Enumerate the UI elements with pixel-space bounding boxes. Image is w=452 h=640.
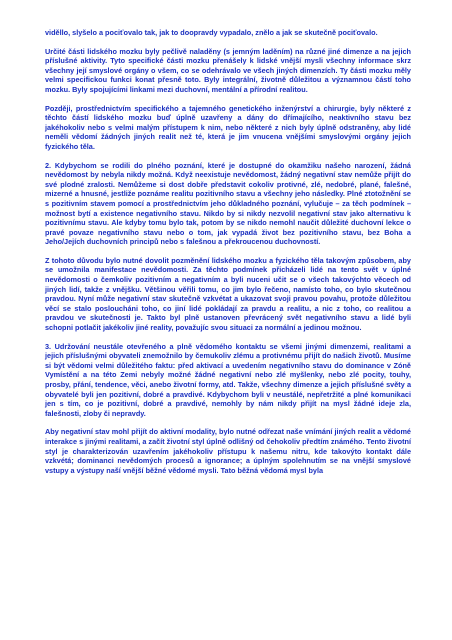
document-body bbox=[45, 28, 411, 484]
paragraph-1: viděllo, slyšelo a pociťovalo tak, jak to doopravdy vypadalo, znělo a jak se skutečně pociťovalo. bbox=[45, 28, 378, 37]
paragraph-3: Později, prostřednictvím specifického a tajemného genetického inženýrství a chirurgie, byly některé z těchto částí lidského mozku buď úplně uzavřeny a dány do dřímajícího, neaktivního stavu bez jakéhokoliv nebo s velmi malým přístupem k nim, nebo některé z nich byly úplně odstraněny, aby lidé neměli vědomí žádných jiných realit než té, která je jim vnucena vnějšími smyslovými orgány jejich fyzického těla. bbox=[45, 103, 411, 151]
paragraph-4: 2. Kdybychom se rodili do plného poznání, které je dostupné do okamžiku našeho narození, žádná nevědomost by nebyla nikdy možná. Když neexistuje nevědomost, žádný negativní stav nemůže přijít do své plodné zralosti. Nemůžeme si dost dobře představit cokoliv protivné, zlé, nedobré, plané, falešné, mizerné a hnusné, jestliže poznáme realitu pozitivního stavu a všechny jeho následky. Plné ztotožnění se s pozitivním stavem pomocí a prostřednictvím jeho důkladného poznání, vylučuje – za těch podmínek – možnost bytí a existence negativního stavu. Nikdo by si nikdy nezvolil negativní stav jako alternativu k pozitivnímu stavu. Ale kdyby tomu bylo tak, potom by se nikdo nemohl naučit důležité duchovní lekce o pravé povaze negativního stavu nebo o tom, jak vypadá život bez pozitivního stavu, bez Boha a Jeho/Jejích duchovních principů nebo s falešnou a překroucenou duchovností. bbox=[45, 160, 411, 247]
paragraph-5: Z tohoto důvodu bylo nutné dovolit pozměnění lidského mozku a fyzického těla takovým způsobem, aby se umožnila manifestace nevědomosti. Za těchto podmínek přicházeli lidé na tento svět v úplné nevědomosti o čemkoliv pozitivním a negativním a byli nuceni učit se o všech takovýchto věcech od jiných lidí, takže z vnějšku. Většinou věřili tomu, co jim bylo řečeno, namísto toho, co bylo skutečnou pravdou. Nyní může negativní stav skutečně vzkvétat a ukazovat svoji pravou povahu, protože důležitou věcí se stalo posloucháni toho, co jiní lidé pokládají za pravdu a realitu, a nic z toho, co realitou a pravdou ve skutečnosti je. Takto byl plně ustanoven převrácený svět negativního stavu a lidé byli schopni potlačit jakékoliv jiné reality, považujíc svou situaci za normální a jedinou možnou. bbox=[45, 255, 411, 333]
paragraph-2: Určité části lidského mozku byly pečlivě naladěny (s jemným laděním) na různé jiné dimenze a na jejich příslušné aktivity. Tyto specifické části mozku přenášely k lidské vnější mysli všechny informace skrz všechny její smyslové orgány o všem, co se odehrávalo ve všech jiných dimenzích. Ty části mozku měly velmi specifickou funkci konat přesně toto. Byly integrální, životně důležitou a významnou částí toho mozku. Byly spojujícími linkami mezi duchovní, mentální a přírodní realitou. bbox=[45, 46, 411, 94]
paragraph-7: Aby negativní stav mohl přijít do aktivní modality, bylo nutné odřezat naše vnímání jiných realit a vědomé interakce s jinými realitami, a začít životní styl úplně odlišný od čehokoliv předtím známého. Tento životní styl je charakterizován uzavřením jakéhokoliv přístupu k našemu nitru, kde takovýto kontakt dále vzkvétá; dominanci nevědomých procesů a ignorance; a úplným spolehnutím se na vnější smyslové vstupy a výstupy naší vnější běžné vědomé mysli. Tato běžná vědomá mysl byla bbox=[45, 427, 412, 475]
paragraph-6: 3. Udržování neustále otevřeného a plně vědomého kontaktu se všemi jinými dimenzemi, realitami a jejich příslušnými obyvateli znemožnilo by čemukoliv zlému a protivnému přijít do našich životů. Musíme si být vědomi velmi důležitého faktu: před aktivací a uvedením negativního stavu do dominance v Zóně Vymístění a na této Zemi nebyly možné žádné negativní nebo zlé myšlenky, nebo zlé pocity, touhy, prosby, přání, tendence, věci, anebo životní formy, atd. Takže, všechny dimenze a jejich příslušné světy a obyvatelé byli jen pozitivní, dobré a pravdivé. Kdybychom byli v neustálé, nepřetržité a plné komunikaci jen s tím, co je pozitivní, dobré a pravdivé, nemohly by nám nikdy přijít na mysl žádné ideje zla, falešnosti, zloby či nepravdy. bbox=[45, 341, 411, 418]
